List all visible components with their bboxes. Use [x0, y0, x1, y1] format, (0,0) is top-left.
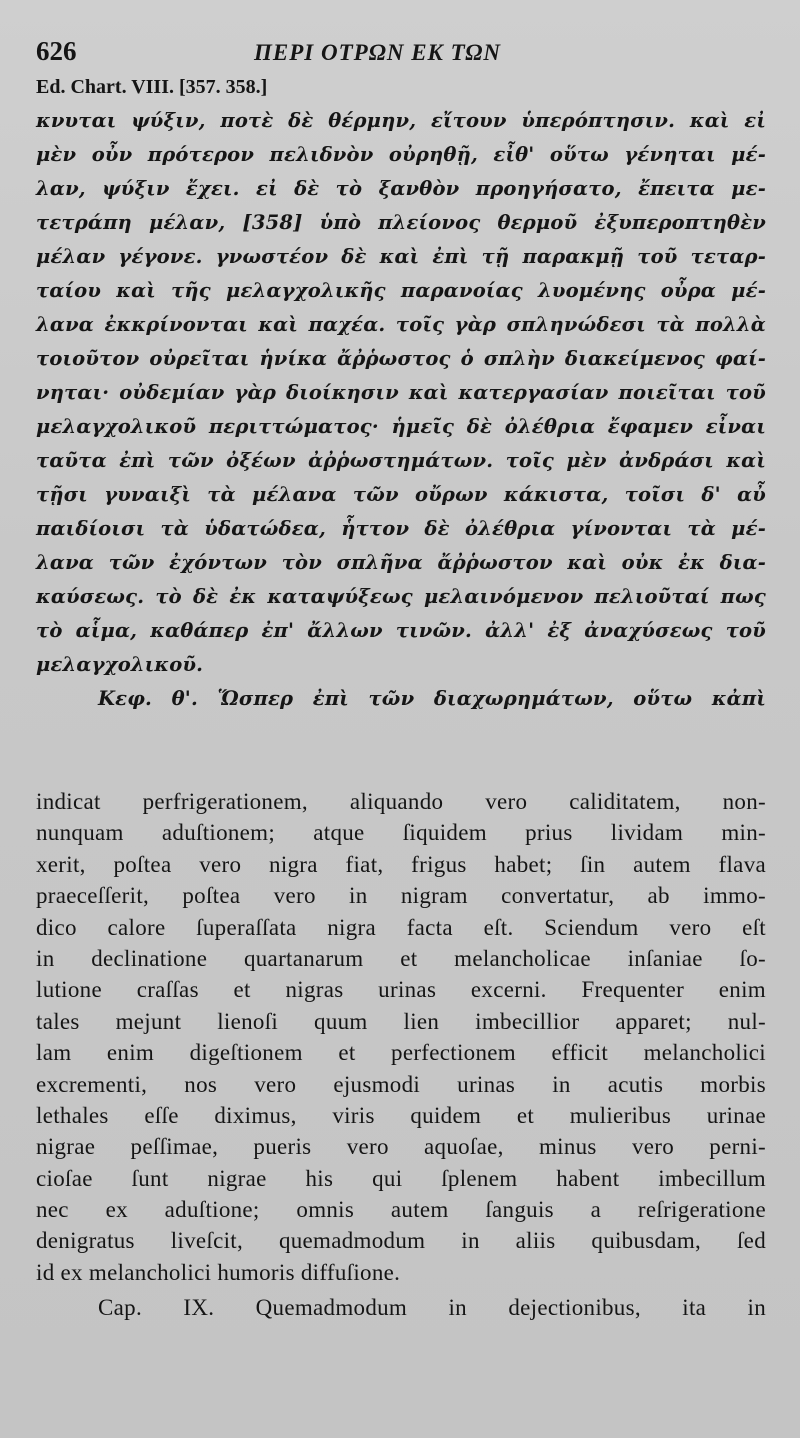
greek-text-line: τὸ αἷμα, καθάπερ ἐπ' ἄλλων τινῶν. ἀλλ' ἐξ ἀναχύσεως τοῦ — [36, 619, 766, 642]
latin-text-block — [36, 786, 766, 1324]
latin-text-line: nec ex aduſtione; omnis autem ſanguis a reſrigeratione — [36, 1197, 766, 1223]
greek-chapter-heading: Κεφ. θ'. Ὥσπερ ἐπὶ τῶν διαχωρημάτων, οὕτω κἀπὶ — [98, 687, 766, 710]
greek-text-line: καύσεως. τὸ δὲ ἐκ καταψύξεως μελαινόμενον πελιοῦταί πως — [36, 585, 766, 608]
greek-text-line: νηται· οὐδεμίαν γὰρ διοίκησιν καὶ κατεργασίαν ποιεῖται τοῦ — [36, 381, 766, 404]
greek-text-block — [36, 104, 766, 716]
edition-reference: Ed. Chart. VIII. [357. 358.] — [36, 76, 268, 98]
running-head: ΠΕΡΙ ΟΤΡΩΝ ΕΚ ΤΩΝ — [254, 40, 502, 65]
latin-text-line: id ex melancholici humoris diffuſione. — [36, 1259, 401, 1285]
greek-text-line: ταίου καὶ τῆς μελαγχολικῆς παρανοίας λυομένης οὖρα μέ- — [36, 279, 766, 302]
greek-text-line: λανα τῶν ἐχόντων τὸν σπλῆνα ἄῤῥωστον καὶ οὐκ ἐκ δια- — [36, 551, 766, 574]
latin-text-line: tales mejunt lienoſi quum lien imbecillior apparet; nul- — [36, 1008, 766, 1034]
greek-text-line: κνυται ψύξιν, ποτὲ δὲ θέρμην, εἴτουν ὑπερόπτησιν. καὶ εἰ — [36, 109, 766, 132]
greek-text-line: λανα ἐκκρίνονται καὶ παχέα. τοῖς γὰρ σπληνώδεσι τὰ πολλὰ — [36, 313, 766, 336]
section-gap — [36, 716, 766, 786]
latin-text-line: in declinatione quartanarum et melancholicae inſaniae ſo- — [36, 945, 766, 971]
latin-text-line: dico calore ſuperaſſata nigra facta eſt. Sciendum vero eſt — [36, 914, 766, 940]
latin-text-line: lethales eſſe diximus, viris quidem et mulieribus urinae — [36, 1102, 766, 1128]
greek-text-line: μελαγχολικοῦ περιττώματος· ἡμεῖς δὲ ὀλέθρια ἔφαμεν εἶναι — [36, 415, 766, 438]
latin-text-line: denigratus liveſcit, quemadmodum in aliis quibusdam, ſed — [36, 1228, 766, 1254]
latin-text-line: lam enim digeſtionem et perfectionem efficit melancholici — [36, 1040, 766, 1066]
greek-text-line: μελαγχολικοῦ. — [36, 653, 204, 676]
latin-text-line: excrementi, nos vero ejusmodi urinas in acutis morbis — [36, 1071, 766, 1097]
latin-text-line: xerit, poſtea vero nigra fiat, frigus habet; ſin autem flava — [36, 851, 766, 877]
latin-text-line: nigrae peſſimae, pueris vero aquoſae, minus vero perni- — [36, 1134, 766, 1160]
latin-text-line: indicat perfrigerationem, aliquando vero caliditatem, non- — [36, 789, 766, 814]
greek-text-line: λαν, ψύξιν ἔχει. εἰ δὲ τὸ ξανθὸν προηγήσατο, ἔπειτα με- — [36, 177, 766, 200]
latin-text-line: nunquam aduſtionem; atque ſiquidem prius lividam min- — [36, 820, 766, 846]
greek-text-line: τοιοῦτον οὐρεῖται ἡνίκα ἄῤῥωστος ὁ σπλὴν διακείμενος φαί- — [36, 347, 766, 370]
greek-text-line: μέλαν γέγονε. γνωστέον δὲ καὶ ἐπὶ τῇ παρακμῇ τοῦ τεταρ- — [36, 245, 766, 268]
latin-chapter-heading: Cap. IX. Quemadmodum in dejectionibus, ita in — [98, 1295, 766, 1321]
page-header — [36, 36, 766, 74]
greek-text-line: μὲν οὖν πρότερον πελιδνὸν οὐρηθῇ, εἶθ' οὕτω γένηται μέ- — [36, 143, 766, 166]
latin-text-line: cioſae ſunt nigrae his qui ſplenem habent imbecillum — [36, 1165, 766, 1191]
latin-text-line: lutione craſſas et nigras urinas excerni. Frequenter enim — [36, 977, 766, 1003]
greek-text-line: τετράπη μέλαν, [358] ὑπὸ πλείονος θερμοῦ ἐξυπεροπτηθὲν — [36, 211, 766, 234]
greek-text-line: τῇσι γυναιξὶ τὰ μέλανα τῶν οὔρων κάκιστα, τοῖσι δ' αὖ — [36, 483, 766, 506]
latin-text-line: praeceſſerit, poſtea vero in nigram convertatur, ab immo- — [36, 883, 766, 909]
page-number: 626 — [36, 36, 77, 66]
greek-text-line: ταῦτα ἐπὶ τῶν ὀξέων ἀῤῥωστημάτων. τοῖς μὲν ἀνδράσι καὶ — [36, 449, 766, 472]
greek-text-line: παιδίοισι τὰ ὑδατώδεα, ἧττον δὲ ὀλέθρια γίνονται τὰ μέ- — [36, 517, 766, 540]
